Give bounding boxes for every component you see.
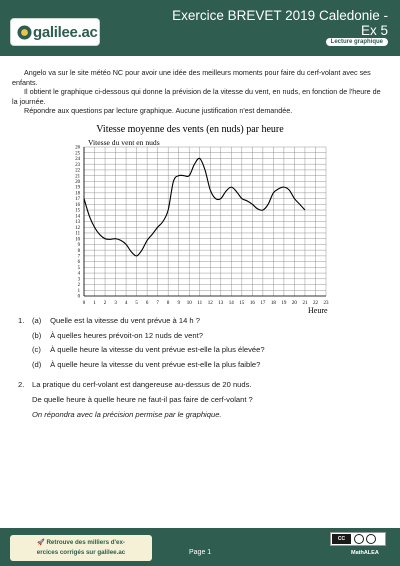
category-badge: Lecture graphique	[326, 38, 388, 46]
y-tick-label: 15	[75, 208, 80, 214]
chart-y-axis-label: Vitesse du vent en nuds	[88, 138, 160, 147]
y-tick-label: 11	[75, 231, 80, 237]
question-1b-letter: (b)	[32, 330, 42, 340]
x-tick-label: 21	[302, 301, 308, 306]
chart-x-ticks	[83, 301, 329, 306]
x-tick-label: 1	[93, 301, 96, 306]
galilee-logo[interactable]	[10, 18, 100, 46]
y-tick-label: 20	[75, 179, 80, 185]
y-tick-label: 9	[77, 243, 80, 249]
y-tick-label: 17	[75, 197, 80, 203]
x-tick-label: 5	[135, 301, 138, 306]
x-tick-label: 20	[291, 301, 297, 306]
y-tick-label: 14	[75, 214, 80, 220]
x-tick-label: 19	[281, 301, 287, 306]
question-2-line-2: De quelle heure à quelle heure ne faut-il pas faire de cerf-volant ?	[32, 394, 253, 404]
question-list	[18, 316, 388, 424]
question-1-number: 1.	[18, 316, 25, 325]
wind-speed-chart	[60, 120, 340, 316]
x-tick-label: 22	[312, 301, 318, 306]
y-tick-label: 21	[75, 174, 80, 180]
cc-by-icon	[354, 534, 364, 544]
x-tick-label: 17	[260, 301, 266, 306]
x-tick-label: 2	[103, 301, 107, 306]
chart-x-axis-label: Heure	[308, 306, 328, 315]
question-1c-letter: (c)	[32, 345, 41, 355]
y-tick-label: 13	[75, 220, 80, 226]
x-tick-label: 23	[323, 301, 329, 306]
y-tick-label: 8	[77, 248, 80, 254]
promo-link[interactable]	[10, 535, 152, 561]
x-tick-label: 18	[270, 301, 276, 306]
question-1c	[18, 345, 388, 355]
y-tick-label: 1	[77, 288, 80, 294]
y-tick-label: 23	[75, 162, 80, 168]
chart-y-ticks	[75, 146, 80, 300]
rocket-icon: 🚀	[37, 539, 45, 546]
y-tick-label: 16	[75, 202, 80, 208]
page-footer	[0, 528, 400, 566]
x-tick-label: 11	[197, 301, 203, 306]
cc-label: CC	[332, 534, 351, 544]
question-2-note: On répondra avec la précision permise par le graphique.	[32, 409, 222, 419]
y-tick-label: 3	[77, 277, 80, 283]
page-header	[0, 0, 400, 56]
y-tick-label: 2	[77, 283, 80, 289]
question-1c-text: À quelle heure la vitesse du vent prévue est-elle la plus élevée?	[50, 345, 265, 355]
question-1d-text: À quelle heure la vitesse du vent prévue est-elle la plus faible?	[50, 359, 261, 369]
y-tick-label: 24	[75, 157, 80, 163]
wind-speed-line	[84, 158, 305, 256]
brand-label: MathALEA	[351, 550, 379, 556]
intro-paragraph-1: Angelo va sur le site météo NC pour avoir une idée des meilleurs moments pour faire du cerf-volant avec ses enfants.	[12, 68, 371, 87]
y-tick-label: 26	[75, 145, 80, 151]
x-tick-label: 8	[166, 301, 170, 306]
y-tick-label: 4	[77, 271, 80, 277]
exercise-intro	[12, 68, 388, 116]
y-tick-label: 6	[77, 260, 80, 266]
question-2	[18, 380, 388, 390]
y-tick-label: 10	[75, 237, 80, 243]
x-tick-label: 4	[124, 301, 128, 306]
y-tick-label: 22	[75, 168, 80, 174]
question-1d	[18, 360, 388, 370]
question-1d-letter: (d)	[32, 359, 42, 369]
y-tick-label: 5	[77, 265, 80, 271]
y-tick-label: 0	[77, 294, 80, 300]
x-tick-label: 12	[207, 301, 213, 306]
x-tick-label: 10	[186, 301, 192, 306]
x-tick-label: 6	[145, 301, 149, 306]
y-tick-label: 18	[75, 191, 80, 197]
x-tick-label: 9	[177, 301, 180, 306]
galilee-logo-icon	[17, 25, 32, 40]
question-1b	[18, 331, 388, 341]
creative-commons-badge[interactable]	[330, 532, 386, 546]
question-1a	[18, 316, 388, 326]
page-number: Page 1	[189, 549, 212, 556]
chart-title: Vitesse moyenne des vents (en nuds) par heure	[96, 124, 284, 135]
question-2-number: 2.	[18, 380, 25, 390]
question-1a-text: Quelle est la vitesse du vent prévue à 14 h ?	[50, 316, 200, 325]
cc-sa-icon	[366, 534, 376, 544]
logo-text: galilee.ac	[33, 24, 98, 41]
y-tick-label: 12	[75, 225, 80, 231]
exercise-title: Exercice BREVET 2019 Caledonie - Ex 5	[172, 8, 388, 38]
y-tick-label: 19	[75, 185, 80, 191]
question-2-line-1: La pratique du cerf-volant est dangereuse au-dessus de 20 nuds.	[32, 380, 252, 390]
promo-line-1: Retrouve des milliers d'ex-	[46, 539, 125, 546]
x-tick-label: 16	[249, 301, 255, 306]
x-tick-label: 7	[156, 301, 159, 306]
intro-paragraph-3: Répondre aux questions par lecture graphique. Aucune justification n'est demandée.	[24, 106, 293, 116]
x-tick-label: 3	[114, 301, 117, 306]
x-tick-label: 14	[228, 301, 234, 306]
y-tick-label: 25	[75, 151, 80, 157]
intro-paragraph-2: Il obtient le graphique ci-dessous qui donne la prévision de la vitesse du vent, en nuds, en fonction de l'heure de la journée.	[12, 87, 381, 106]
question-1a-letter: (a)	[32, 316, 42, 325]
x-tick-label: 13	[218, 301, 224, 306]
x-tick-label: 15	[239, 301, 245, 306]
x-tick-label: 0	[82, 301, 86, 306]
y-tick-label: 7	[77, 254, 80, 260]
question-1b-text: À quelles heures prévoit-on 12 nuds de vent?	[50, 330, 203, 340]
promo-line-2: ercices corrigés sur galilee.ac	[36, 549, 126, 556]
